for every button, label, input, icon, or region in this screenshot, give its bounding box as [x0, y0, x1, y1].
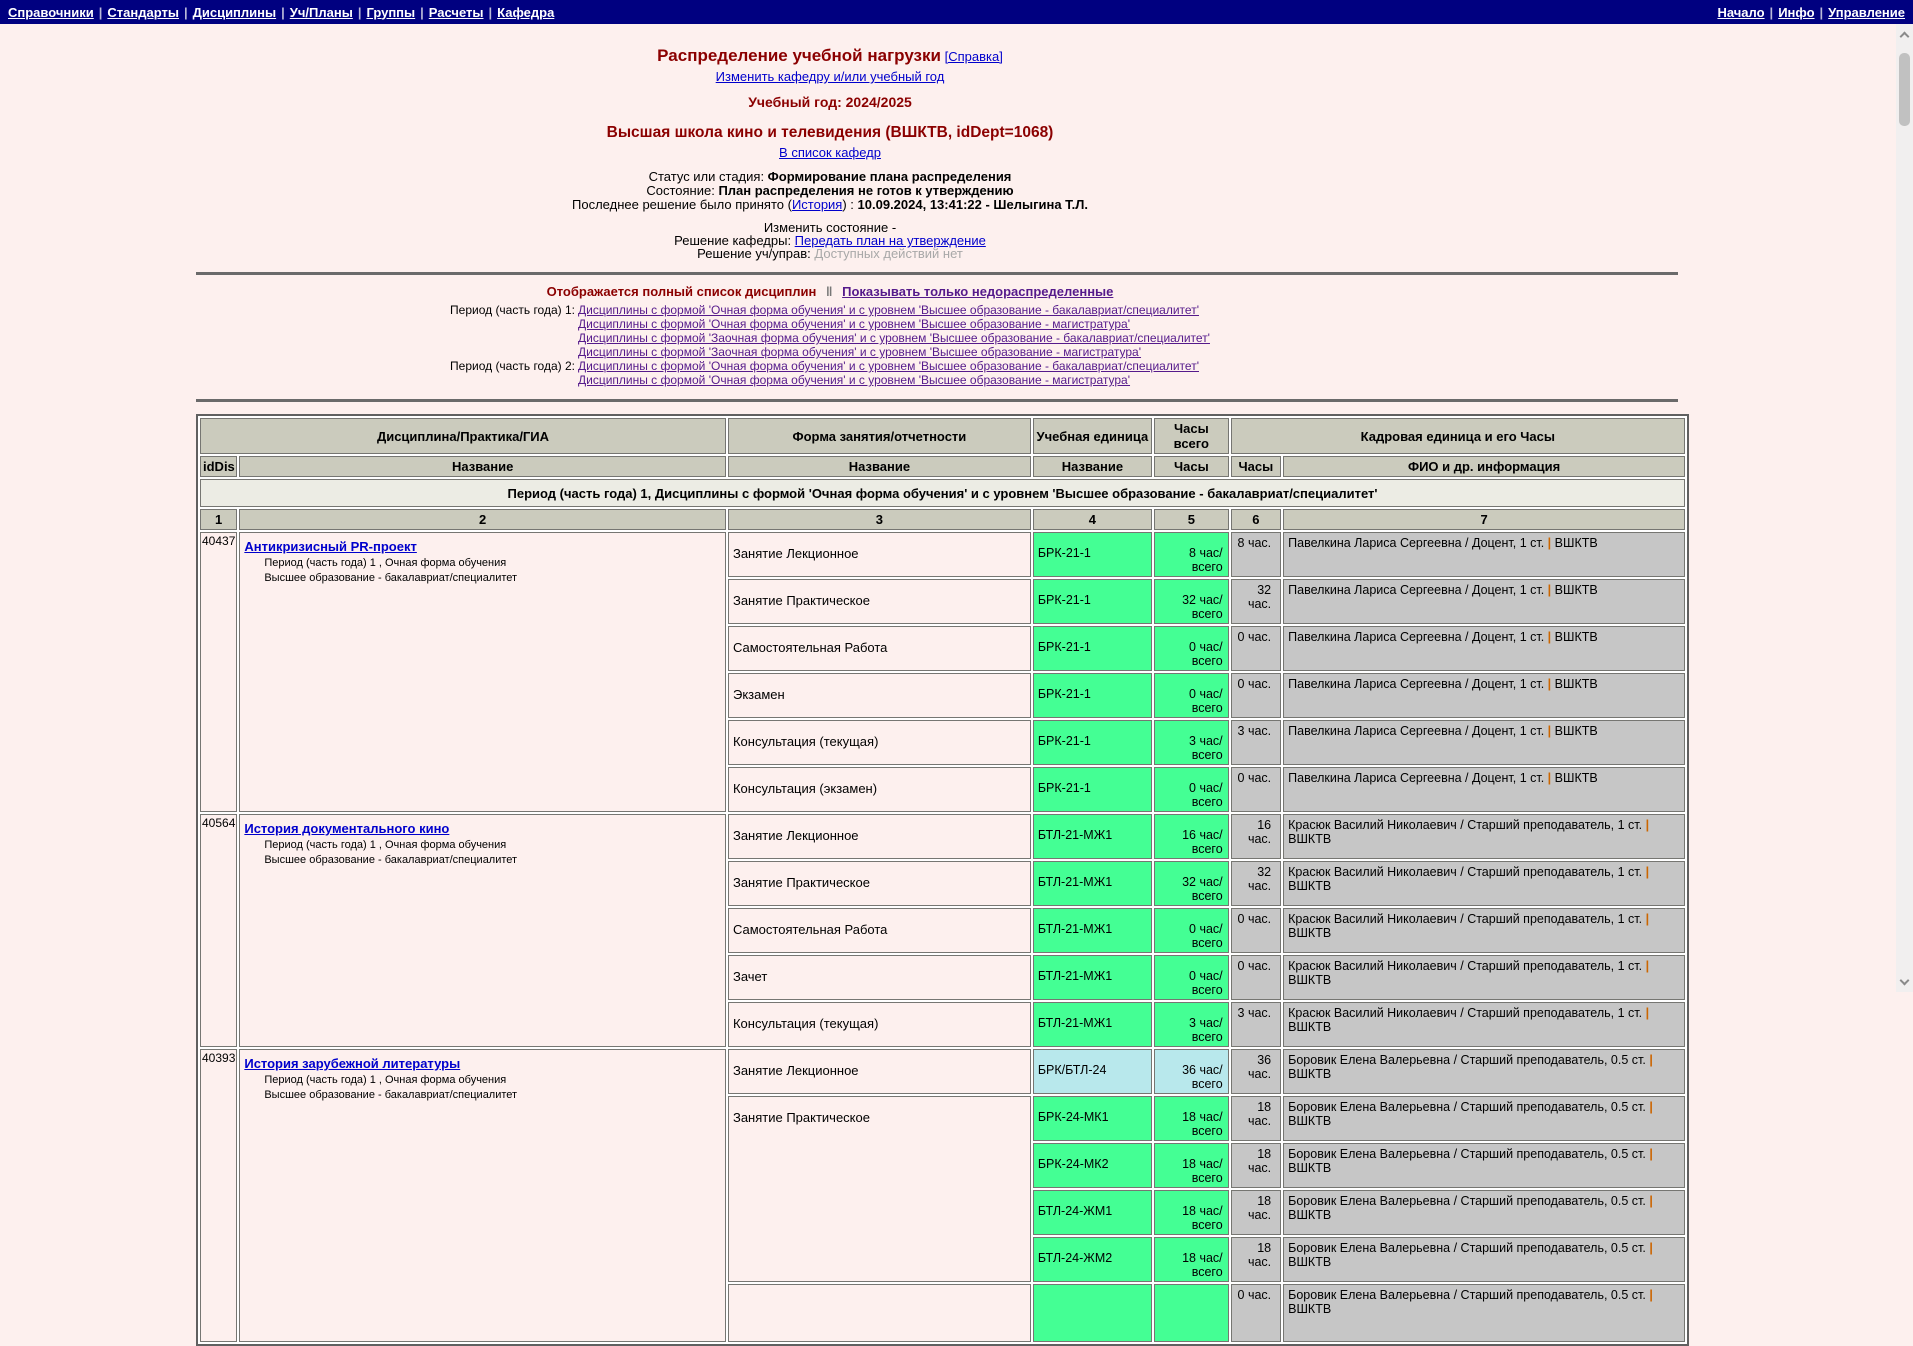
- staff-cell: Боровик Елена Валерьевна / Старший преподаватель, 0.5 ст. | ВШКТВ: [1283, 1190, 1685, 1235]
- org-separator: |: [1649, 1194, 1653, 1208]
- hours-cell: 3 час.: [1231, 720, 1281, 765]
- load-table: [196, 414, 1689, 1346]
- discipline-id-cell: 40564: [200, 814, 237, 1047]
- unit-cell: БРК-21-1: [1033, 673, 1152, 718]
- total-hours-cell: 32 час/всего: [1154, 861, 1229, 906]
- section-title: Период (часть года) 1, Дисциплины с формой 'Очная форма обучения' и с уровнем 'Высшее образование - бакалавриат/специалитет': [200, 479, 1685, 507]
- column-number: 1: [200, 509, 237, 530]
- column-group-header: Учебная единица: [1033, 418, 1152, 454]
- column-header: Часы: [1154, 456, 1229, 477]
- total-hours-cell: 0 час/всего: [1154, 673, 1229, 718]
- staff-cell: Боровик Елена Валерьевна / Старший преподаватель, 0.5 ст. | ВШКТВ: [1283, 1237, 1685, 1282]
- period-links: [578, 359, 1210, 387]
- decision-value: 10.09.2024, 13:41:22 - Шелыгина Т.Л.: [857, 197, 1088, 212]
- column-header: ФИО и др. информация: [1283, 456, 1685, 477]
- staff-cell: Красюк Василий Николаевич / Старший преподаватель, 1 ст. | ВШКТВ: [1283, 908, 1685, 953]
- staff-cell: Боровик Елена Валерьевна / Старший преподаватель, 0.5 ст. | ВШКТВ: [1283, 1284, 1685, 1342]
- nav-separator: |: [1819, 4, 1824, 20]
- status-line: [0, 170, 1660, 184]
- form-cell: Консультация (текущая): [728, 1002, 1031, 1047]
- unit-cell: [1033, 1284, 1152, 1342]
- staff-cell: Павелкина Лариса Сергеевна / Доцент, 1 ст. | ВШКТВ: [1283, 673, 1685, 718]
- period-filter-link[interactable]: Дисциплины с формой 'Заочная форма обучения' и с уровнем 'Высшее образование - магистратура': [577, 345, 1142, 359]
- filter-line: [0, 284, 1660, 299]
- nav-link-расчеты[interactable]: Расчеты: [428, 4, 484, 20]
- history-link[interactable]: История: [791, 197, 843, 212]
- unit-cell: БРК-24-МК1: [1033, 1096, 1152, 1141]
- submit-plan-link[interactable]: Передать план на утверждение: [794, 233, 986, 248]
- staff-cell: Павелкина Лариса Сергеевна / Доцент, 1 ст. | ВШКТВ: [1283, 626, 1685, 671]
- table-section-row: [200, 479, 1685, 507]
- hours-cell: 3 час.: [1231, 1002, 1281, 1047]
- dept-decision-label: Решение кафедры:: [674, 233, 795, 248]
- table-row: [200, 1049, 1685, 1094]
- nav-separator: |: [281, 4, 285, 20]
- hours-cell: 32 час.: [1231, 861, 1281, 906]
- total-hours-cell: 18 час/всего: [1154, 1096, 1229, 1141]
- org-separator: |: [1645, 1006, 1650, 1020]
- page-title: Распределение учебной нагрузки: [657, 46, 941, 65]
- hours-cell: 18 час.: [1231, 1143, 1281, 1188]
- staff-cell: Боровик Елена Валерьевна / Старший преподаватель, 0.5 ст. | ВШКТВ: [1283, 1143, 1685, 1188]
- discipline-link[interactable]: Антикризисный PR-проект: [244, 539, 417, 554]
- state-value: План распределения не готов к утверждению: [718, 183, 1014, 198]
- unit-cell: БРК-21-1: [1033, 720, 1152, 765]
- org-separator: |: [1547, 583, 1552, 597]
- staff-cell: Боровик Елена Валерьевна / Старший преподаватель, 0.5 ст. | ВШКТВ: [1283, 1049, 1685, 1094]
- decision-mid: ) :: [842, 197, 858, 212]
- staff-cell: Павелкина Лариса Сергеевна / Доцент, 1 ст. | ВШКТВ: [1283, 532, 1685, 577]
- column-number: 2: [239, 509, 726, 530]
- hours-cell: 16 час.: [1231, 814, 1281, 859]
- unit-cell: БРК-21-1: [1033, 532, 1152, 577]
- filter-zone: [0, 284, 1660, 387]
- last-decision-line: [0, 198, 1660, 212]
- status-block: [0, 170, 1660, 212]
- column-header: Название: [239, 456, 726, 477]
- period-filter-row: [450, 303, 1210, 359]
- hours-cell: 32 час.: [1231, 579, 1281, 624]
- form-cell: Экзамен: [728, 673, 1031, 718]
- unit-cell: БРК-21-1: [1033, 579, 1152, 624]
- form-cell: Занятие Лекционное: [728, 532, 1031, 577]
- form-cell: Консультация (текущая): [728, 720, 1031, 765]
- form-cell: Занятие Лекционное: [728, 1049, 1031, 1094]
- nav-separator: |: [1769, 4, 1774, 20]
- full-list-label: Отображается полный список дисциплин: [546, 284, 817, 299]
- hours-cell: 0 час.: [1231, 908, 1281, 953]
- discipline-cell: [239, 814, 726, 1047]
- unit-cell: БРК-24-МК2: [1033, 1143, 1152, 1188]
- org-separator: |: [1649, 1100, 1653, 1114]
- discipline-detail: Период (часть года) 1 , Очная форма обучения: [264, 1074, 507, 1086]
- total-hours-cell: 0 час/всего: [1154, 955, 1229, 1000]
- period-label: Период (часть года) 1:: [450, 303, 575, 317]
- dept-list-link[interactable]: В список кафедр: [779, 145, 881, 160]
- period-filter-link[interactable]: Дисциплины с формой 'Очная форма обучения' и с уровнем 'Высшее образование - бакалавриат/специалитет': [577, 303, 1199, 317]
- total-hours-cell: 3 час/всего: [1154, 720, 1229, 765]
- unit-cell: БРК/БТЛ-24: [1033, 1049, 1152, 1094]
- staff-cell: Красюк Василий Николаевич / Старший преподаватель, 1 ст. | ВШКТВ: [1283, 814, 1685, 859]
- title-line: [0, 46, 1660, 66]
- staff-cell: Боровик Елена Валерьевна / Старший преподаватель, 0.5 ст. | ВШКТВ: [1283, 1096, 1685, 1141]
- period-filters: [450, 303, 1210, 387]
- unit-cell: БРК-21-1: [1033, 626, 1152, 671]
- column-number-row: [200, 509, 1685, 530]
- period-filter-link[interactable]: Дисциплины с формой 'Заочная форма обучения' и с уровнем 'Высшее образование - бакалавриат/специалитет': [577, 331, 1210, 345]
- divider-top: [196, 272, 1678, 275]
- form-cell: Консультация (экзамен): [728, 767, 1031, 812]
- load-table-body: [200, 418, 1685, 1342]
- hours-cell: 0 час.: [1231, 955, 1281, 1000]
- discipline-link[interactable]: История зарубежной литературы: [244, 1056, 461, 1071]
- total-hours-cell: 8 час/всего: [1154, 532, 1229, 577]
- form-cell: Занятие Практическое: [728, 861, 1031, 906]
- discipline-id-cell: 40393: [200, 1049, 237, 1342]
- academic-year: Учебный год: 2024/2025: [748, 94, 912, 110]
- nav-separator: |: [183, 4, 188, 20]
- total-hours-cell: [1154, 1284, 1229, 1342]
- column-number: 7: [1283, 509, 1685, 530]
- nav-separator: |: [420, 4, 424, 20]
- org-separator: |: [1649, 1147, 1653, 1161]
- staff-cell: Красюк Василий Николаевич / Старший преподаватель, 1 ст. | ВШКТВ: [1283, 861, 1685, 906]
- org-separator: |: [1649, 1241, 1653, 1255]
- nav-link-дисциплины[interactable]: Дисциплины: [192, 4, 277, 20]
- nav-link-кафедра[interactable]: Кафедра: [497, 4, 555, 20]
- nav-link-управление[interactable]: Управление: [1828, 4, 1905, 20]
- staff-cell: Красюк Василий Николаевич / Старший преподаватель, 1 ст. | ВШКТВ: [1283, 1002, 1685, 1047]
- unit-cell: БТЛ-21-МЖ1: [1033, 908, 1152, 953]
- state-line: [0, 184, 1660, 198]
- hours-cell: 18 час.: [1231, 1190, 1281, 1235]
- nav-link-справочники[interactable]: Справочники: [8, 4, 94, 20]
- discipline-id-cell: 40437: [200, 532, 237, 812]
- form-cell: Занятие Практическое: [728, 579, 1031, 624]
- hours-cell: 0 час.: [1231, 626, 1281, 671]
- top-navbar: [0, 0, 1913, 24]
- total-hours-cell: 18 час/всего: [1154, 1237, 1229, 1282]
- nav-link-начало[interactable]: Начало: [1717, 4, 1765, 20]
- hours-cell: 18 час.: [1231, 1096, 1281, 1141]
- form-cell: Занятие Практическое: [728, 1096, 1031, 1282]
- column-header: Часы: [1231, 456, 1281, 477]
- total-hours-cell: 3 час/всего: [1154, 1002, 1229, 1047]
- nav-separator: |: [488, 4, 493, 20]
- mgmt-decision-label: Решение уч/управ:: [697, 246, 815, 261]
- filter-separator: ‖: [826, 284, 833, 299]
- unit-cell: БТЛ-24-ЖМ2: [1033, 1237, 1152, 1282]
- column-number: 3: [728, 509, 1031, 530]
- total-hours-cell: 16 час/всего: [1154, 814, 1229, 859]
- column-group-header: Дисциплина/Практика/ГИА: [200, 418, 726, 454]
- nav-right-links: [1717, 5, 1905, 20]
- period-filter-link[interactable]: Дисциплины с формой 'Очная форма обучения' и с уровнем 'Высшее образование - магистратура': [577, 317, 1131, 331]
- hours-cell: 0 час.: [1231, 767, 1281, 812]
- hours-cell: 8 час.: [1231, 532, 1281, 577]
- unit-cell: БТЛ-21-МЖ1: [1033, 1002, 1152, 1047]
- total-hours-cell: 0 час/всего: [1154, 767, 1229, 812]
- scroll-up-button[interactable]: [1896, 26, 1913, 42]
- org-separator: |: [1645, 959, 1650, 973]
- decision-block: [0, 221, 1660, 260]
- change-dept-line: [0, 69, 1660, 84]
- org-separator: |: [1547, 630, 1552, 644]
- hours-cell: 36 час.: [1231, 1049, 1281, 1094]
- discipline-detail: Высшее образование - бакалавриат/специалитет: [264, 1089, 518, 1101]
- org-separator: |: [1645, 818, 1650, 832]
- total-hours-cell: 18 час/всего: [1154, 1143, 1229, 1188]
- org-separator: |: [1547, 677, 1552, 691]
- department-title: Высшая школа кино и телевидения (ВШКТВ, idDept=1068): [606, 124, 1054, 141]
- column-number: 6: [1231, 509, 1281, 530]
- scrollbar-thumb[interactable]: [1899, 53, 1910, 126]
- header-zone: [0, 46, 1660, 260]
- column-header: Название: [728, 456, 1031, 477]
- column-header: idDis: [200, 456, 237, 477]
- org-separator: |: [1547, 771, 1552, 785]
- table-row: [200, 814, 1685, 859]
- form-cell: Занятие Лекционное: [728, 814, 1031, 859]
- chevron-down-icon: [1900, 975, 1910, 985]
- mgmt-decision-line: [0, 247, 1660, 260]
- discipline-detail: Высшее образование - бакалавриат/специалитет: [264, 572, 518, 584]
- column-group-header: Кадровая единица и его Часы: [1231, 418, 1685, 454]
- hours-cell: 0 час.: [1231, 1284, 1281, 1342]
- period-links: [578, 303, 1210, 359]
- org-separator: |: [1645, 912, 1650, 926]
- help-link[interactable]: [Справка]: [944, 49, 1003, 64]
- nav-left-links: [8, 5, 554, 20]
- change-state-line: Изменить состояние -: [763, 220, 897, 235]
- nav-link-группы[interactable]: Группы: [366, 4, 416, 20]
- staff-cell: Павелкина Лариса Сергеевна / Доцент, 1 ст. | ВШКТВ: [1283, 720, 1685, 765]
- unit-cell: БТЛ-21-МЖ1: [1033, 814, 1152, 859]
- period-filter-link[interactable]: Дисциплины с формой 'Очная форма обучения' и с уровнем 'Высшее образование - бакалавриат/специалитет': [577, 359, 1199, 373]
- vertical-scrollbar[interactable]: [1896, 24, 1913, 992]
- table-sub-header-row: [200, 456, 1685, 477]
- state-label: Состояние:: [646, 183, 719, 198]
- staff-cell: Красюк Василий Николаевич / Старший преподаватель, 1 ст. | ВШКТВ: [1283, 955, 1685, 1000]
- period-filter-row: [450, 359, 1210, 387]
- status-value: Формирование плана распределения: [767, 169, 1012, 184]
- mgmt-decision-value: Доступных действий нет: [814, 246, 963, 261]
- discipline-link[interactable]: История документального кино: [244, 821, 450, 836]
- org-separator: |: [1649, 1053, 1653, 1067]
- dept-list-line: [0, 145, 1660, 160]
- column-number: 5: [1154, 509, 1229, 530]
- form-cell: Самостоятельная Работа: [728, 626, 1031, 671]
- hours-cell: 0 час.: [1231, 673, 1281, 718]
- total-hours-cell: 18 час/всего: [1154, 1190, 1229, 1235]
- discipline-detail: Период (часть года) 1 , Очная форма обучения: [264, 839, 507, 851]
- table-group-header-row: [200, 418, 1685, 454]
- change-dept-year-link[interactable]: Изменить кафедру и/или учебный год: [715, 69, 945, 84]
- show-undistributed-link[interactable]: Показывать только недораспределенные: [842, 284, 1114, 299]
- discipline-detail: Высшее образование - бакалавриат/специалитет: [264, 854, 518, 866]
- scroll-down-button[interactable]: [1896, 974, 1913, 990]
- unit-cell: БРК-21-1: [1033, 767, 1152, 812]
- nav-separator: |: [357, 4, 362, 20]
- column-group-header: Форма занятия/отчетности: [728, 418, 1031, 454]
- total-hours-cell: 0 час/всего: [1154, 908, 1229, 953]
- nav-link-инфо[interactable]: Инфо: [1778, 4, 1815, 20]
- total-hours-cell: 0 час/всего: [1154, 626, 1229, 671]
- form-cell: Зачет: [728, 955, 1031, 1000]
- nav-link-стандарты[interactable]: Стандарты: [107, 4, 179, 20]
- status-label: Статус или стадия:: [648, 169, 768, 184]
- main-content: [0, 24, 1896, 1316]
- staff-cell: Павелкина Лариса Сергеевна / Доцент, 1 ст. | ВШКТВ: [1283, 579, 1685, 624]
- org-separator: |: [1547, 724, 1552, 738]
- discipline-cell: [239, 1049, 726, 1342]
- unit-cell: БТЛ-21-МЖ1: [1033, 955, 1152, 1000]
- discipline-cell: [239, 532, 726, 812]
- staff-cell: Павелкина Лариса Сергеевна / Доцент, 1 ст. | ВШКТВ: [1283, 767, 1685, 812]
- nav-link-уч/планы[interactable]: Уч/Планы: [289, 4, 353, 20]
- total-hours-cell: 36 час/всего: [1154, 1049, 1229, 1094]
- period-label: Период (часть года) 2:: [450, 359, 575, 373]
- org-separator: |: [1645, 865, 1650, 879]
- table-row: [200, 532, 1685, 577]
- hours-cell: 18 час.: [1231, 1237, 1281, 1282]
- discipline-detail: Период (часть года) 1 , Очная форма обучения: [264, 557, 507, 569]
- unit-cell: БТЛ-21-МЖ1: [1033, 861, 1152, 906]
- unit-cell: БТЛ-24-ЖМ1: [1033, 1190, 1152, 1235]
- org-separator: |: [1547, 536, 1552, 550]
- period-filter-link[interactable]: Дисциплины с формой 'Очная форма обучения' и с уровнем 'Высшее образование - магистратура': [577, 373, 1131, 387]
- decision-prefix: Последнее решение было принято (: [572, 197, 792, 212]
- nav-separator: |: [98, 4, 103, 20]
- column-number: 4: [1033, 509, 1152, 530]
- chevron-up-icon: [1900, 31, 1910, 41]
- total-hours-cell: 32 час/всего: [1154, 579, 1229, 624]
- column-header: Название: [1033, 456, 1152, 477]
- column-group-header: Часы всего: [1154, 418, 1229, 454]
- org-separator: |: [1649, 1288, 1653, 1302]
- divider-bottom: [196, 399, 1678, 402]
- form-cell: Самостоятельная Работа: [728, 908, 1031, 953]
- form-cell: [728, 1284, 1031, 1342]
